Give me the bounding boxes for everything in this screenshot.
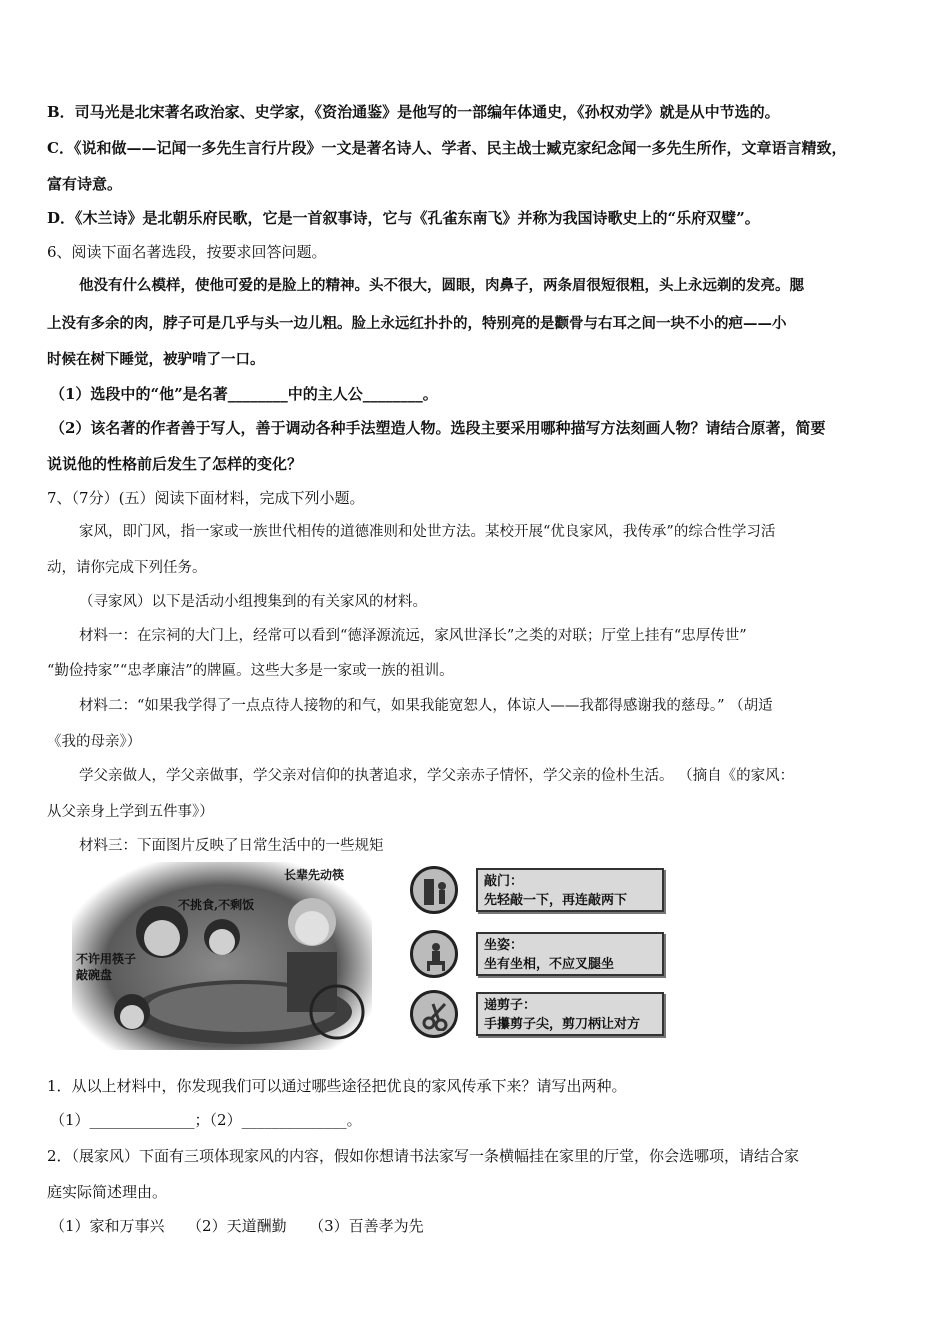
sub-question-1: 1．从以上材料中，你发现我们可以通过哪些途径把优良的家风传承下来？请写出两种。 — [47, 1077, 627, 1095]
rule-knock-text: 先轻敲一下，再连敲两下 — [484, 893, 628, 908]
material-intro-line2: 动，请你完成下列任务。 — [47, 560, 207, 576]
material-1-line1: 材料一：在宗祠的大门上，经常可以看到“德泽源流远，家风世泽长”之类的对联；厅堂上挂有“忠厚传世” — [79, 628, 747, 644]
rule-posture-title: 坐姿： — [484, 938, 524, 953]
option-d: D．《木兰诗》是北朝乐府民歌，它是一首叙事诗，它与《孔雀东南飞》并称为我国诗歌史上的“乐府双璧”。 — [47, 209, 760, 227]
material-2-line3: 学父亲做人，学父亲做事，学父亲对信仰的执著追求，学父亲赤子情怀，学父亲的俭朴生活。 （摘自《的家风： — [79, 768, 795, 784]
material-1-line2: “勤俭持家”“忠孝廉洁”的牌匾。这些大多是一家或一族的祖训。 — [47, 663, 454, 679]
option-c-line1: C．《说和做——记闻一多先生言行片段》一文是著名诗人、学者、民主战士臧克家纪念闻一多先生所作，文章语言精致， — [47, 139, 847, 157]
option-c-line2: 富有诗意。 — [47, 175, 123, 193]
knock-door-icon — [410, 866, 458, 914]
rule-knock-box — [476, 868, 664, 912]
rule-scissors — [410, 990, 666, 1042]
caption-chopsticks-2: 敲碗盘 — [76, 968, 113, 982]
passage-line3: 时候在树下睡觉，被驴啃了一口。 — [47, 351, 265, 368]
option-b: B．司马光是北宋著名政治家、史学家，《资治通鉴》是他写的一部编年体通史，《孙权劝学》就是从中节选的。 — [47, 103, 780, 121]
family-dinner-illustration — [72, 862, 372, 1050]
caption-chopsticks-1: 不许用筷子 — [76, 952, 137, 966]
sitting-posture-icon — [410, 930, 458, 978]
caption-not-picky: 不挑食,不剩饭 — [178, 898, 255, 912]
passage-line1: 他没有什么模样，使他可爱的是脸上的精神。头不很大，圆眼，肉鼻子，两条眉很短很粗，头上永远剃的发亮。腮 — [79, 277, 804, 294]
rule-knock-title: 敲门： — [484, 874, 524, 889]
question-6-1: （1）选段中的“他”是名著________中的主人公________。 — [50, 385, 438, 403]
material-2-line2: 《我的母亲》） — [47, 734, 142, 750]
material-intro-line1: 家风，即门风，指一家或一族世代相传的道德准则和处世方法。某校开展“优良家风，我传承”的综合性学习活 — [79, 524, 776, 540]
rule-scissors-title: 递剪子： — [484, 998, 537, 1013]
rule-scissors-box — [476, 992, 664, 1036]
caption-elder-first: 长辈先动筷 — [284, 868, 345, 882]
sub-question-2-line2: 庭实际简述理由。 — [47, 1183, 168, 1201]
sub-question-2-options: （1）家和万事兴 （2）天道酬勤 （3）百善孝为先 — [50, 1217, 424, 1235]
rule-knock — [410, 866, 666, 918]
passage-line2: 上没有多余的肉，脖子可是几乎与头一边儿粗。脸上永远红扑扑的，特别亮的是颧骨与右耳之间一块不小的疤——小 — [47, 315, 787, 332]
question-7-title: 7、（7分）(五）阅读下面材料，完成下列小题。 — [47, 489, 365, 507]
rule-posture-box — [476, 932, 664, 976]
material-2-line4: 从父亲身上学到五件事》） — [47, 804, 214, 820]
question-6-title: 6、阅读下面名著选段，按要求回答问题。 — [47, 243, 327, 261]
material-3: 材料三：下面图片反映了日常生活中的一些规矩 — [79, 838, 384, 854]
rule-posture — [410, 930, 666, 982]
scissors-icon — [410, 990, 458, 1038]
question-6-2-line1: （2）该名著的作者善于写人，善于调动各种手法塑造人物。选段主要采用哪种描写方法刻画人物？请结合原著，简要 — [50, 419, 826, 437]
task-xun-jiafeng: （寻家风）以下是活动小组搜集到的有关家风的材料。 — [79, 594, 427, 610]
rule-scissors-text: 手攥剪子尖，剪刀柄让对方 — [484, 1017, 641, 1032]
sub-question-1-blanks: （1）______________；（2）______________。 — [50, 1111, 362, 1129]
material-2-line1: 材料二：“如果我学得了一点点待人接物的和气，如果我能宽恕人，体谅人——我都得感谢我的慈母。” （胡适 — [79, 698, 773, 714]
sub-question-2-line1: 2．（展家风）下面有三项体现家风的内容，假如你想请书法家写一条横幅挂在家里的厅堂，你会选哪项，请结合家 — [47, 1147, 800, 1165]
rule-posture-text: 坐有坐相，不应叉腿坐 — [484, 957, 615, 972]
question-6-2-line2: 说说他的性格前后发生了怎样的变化？ — [47, 455, 303, 473]
